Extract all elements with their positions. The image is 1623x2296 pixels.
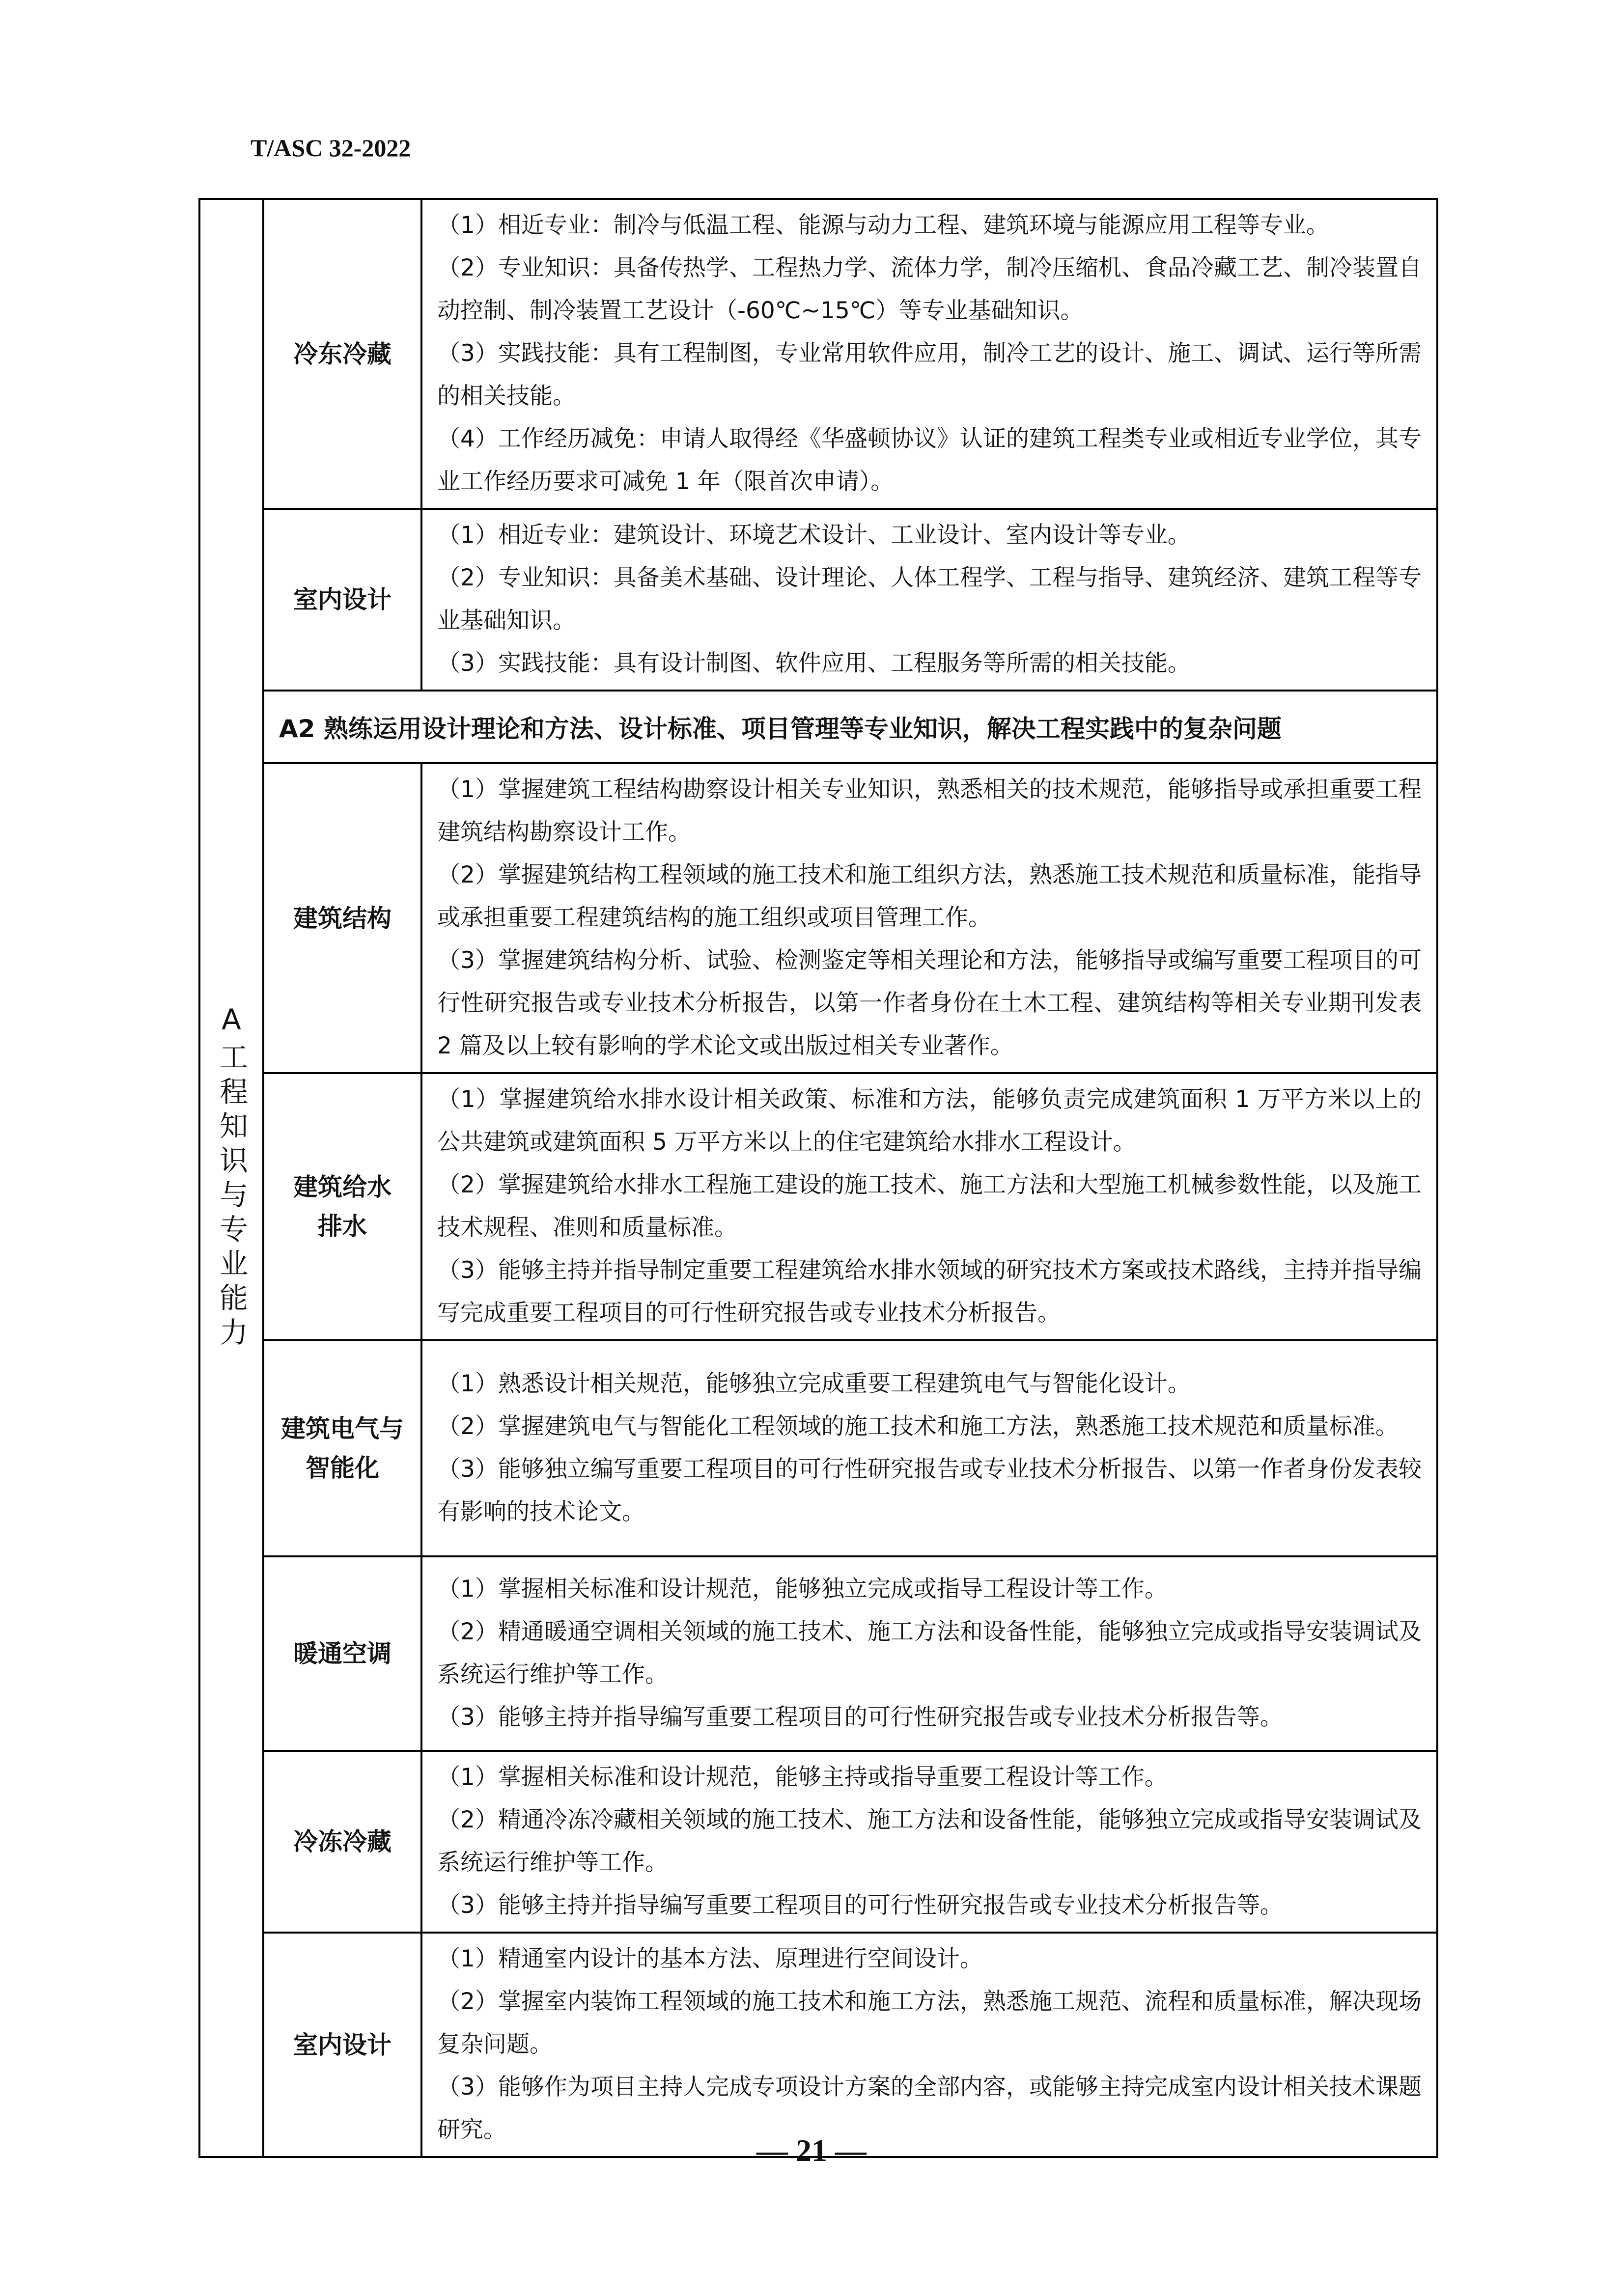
specialty-name-cell xyxy=(263,1751,421,1933)
requirement-item: （2）精通暖通空调相关领域的施工技术、施工方法和设备性能，能够独立完成或指导安装调试及系统运行维护等工作。 xyxy=(437,1618,1422,1688)
specialty-name-cell xyxy=(263,1073,421,1340)
specialty-name-cell xyxy=(263,199,421,509)
table-row xyxy=(199,1340,1437,1556)
table-row xyxy=(199,1751,1437,1933)
requirement-item: （1）相近专业：建筑设计、环境艺术设计、工业设计、室内设计等专业。 xyxy=(437,522,1191,549)
section-heading: A2 熟练运用设计理论和方法、设计标准、项目管理等专业知识，解决工程实践中的复杂问题 xyxy=(263,691,1437,763)
requirement-cell xyxy=(421,509,1437,691)
requirement-item: （3）能够主持并指导编写重要工程项目的可行性研究报告或专业技术分析报告等。 xyxy=(437,1892,1283,1919)
table-row xyxy=(199,1073,1437,1340)
specialty-name: 建筑给水 xyxy=(293,1173,392,1201)
requirement-item: （2）专业知识：具备美术基础、设计理论、人体工程学、工程与指导、建筑经济、建筑工程等专业基础知识。 xyxy=(437,564,1422,634)
requirement-item: （3）能够主持并指导编写重要工程项目的可行性研究报告或专业技术分析报告等。 xyxy=(437,1704,1283,1731)
requirement-item: （3）掌握建筑结构分析、试验、检测鉴定等相关理论和方法，能够指导或编写重要工程项目的可行性研究报告或专业技术分析报告，以第一作者身份在土木工程、建筑结构等相关专业期刊发表 2 篇及以上较有影响的学术论文或出版过相关专业著作。 xyxy=(437,947,1422,1059)
specialty-name: 建筑结构 xyxy=(293,904,392,933)
specialty-name: 室内设计 xyxy=(293,2030,392,2059)
specialty-name: 冷东冷藏 xyxy=(293,339,392,368)
specialty-name-line2: 智能化 xyxy=(306,1454,379,1482)
table-row xyxy=(199,1933,1437,2157)
requirement-cell xyxy=(421,1933,1437,2157)
requirement-item: （2）掌握建筑结构工程领域的施工技术和施工组织方法，熟悉施工技术规范和质量标准，能指导或承担重要工程建筑结构的施工组织或项目管理工作。 xyxy=(437,861,1422,931)
requirement-cell xyxy=(421,763,1437,1073)
requirement-item: （1）掌握相关标准和设计规范，能够主持或指导重要工程设计等工作。 xyxy=(437,1764,1168,1791)
requirement-item: （3）实践技能：具有工程制图，专业常用软件应用，制冷工艺的设计、施工、调试、运行等所需的相关技能。 xyxy=(437,340,1422,410)
requirement-item: （1）精通室内设计的基本方法、原理进行空间设计。 xyxy=(437,1945,983,1972)
requirement-item: （2）掌握室内装饰工程领域的施工技术和施工方法，熟悉施工规范、流程和质量标准，解决现场复杂问题。 xyxy=(437,1988,1422,2058)
table-row xyxy=(199,1556,1437,1751)
specialty-name: 室内设计 xyxy=(293,585,392,614)
specialty-name-cell xyxy=(263,763,421,1073)
requirement-cell xyxy=(421,1751,1437,1933)
requirement-item: （2）掌握建筑给水排水工程施工建设的施工技术、施工方法和大型施工机械参数性能，以及施工技术规程、准则和质量标准。 xyxy=(437,1171,1422,1241)
requirement-item: （3）能够独立编写重要工程项目的可行性研究报告或专业技术分析报告、以第一作者身份发表较有影响的技术论文。 xyxy=(437,1456,1422,1525)
page-number: — 21 — xyxy=(756,2133,867,2168)
specialty-name-cell xyxy=(263,1556,421,1751)
requirement-item: （1）掌握建筑工程结构勘察设计相关专业知识，熟悉相关的技术规范，能够指导或承担重要工程建筑结构勘察设计工作。 xyxy=(437,776,1422,846)
requirement-item: （2）专业知识：具备传热学、工程热力学、流体力学，制冷压缩机、食品冷藏工艺、制冷装置自动控制、制冷装置工艺设计（-60℃~15℃）等专业基础知识。 xyxy=(437,254,1422,324)
document-code: T/ASC 32-2022 xyxy=(251,134,411,162)
requirement-item: （2）精通冷冻冷藏相关领域的施工技术、施工方法和设备性能，能够独立完成或指导安装调试及系统运行维护等工作。 xyxy=(437,1806,1422,1876)
requirement-item: （1）相近专业：制冷与低温工程、能源与动力工程、建筑环境与能源应用工程等专业。 xyxy=(437,212,1329,239)
category-cell xyxy=(199,199,263,2157)
requirement-item: （3）实践技能：具有设计制图、软件应用、工程服务等所需的相关技能。 xyxy=(437,650,1191,677)
requirement-item: （1）掌握相关标准和设计规范，能够独立完成或指导工程设计等工作。 xyxy=(437,1576,1168,1603)
specialty-name: 冷冻冷藏 xyxy=(293,1827,392,1856)
specialty-name: 建筑电气与 xyxy=(281,1414,404,1443)
requirement-cell xyxy=(421,1073,1437,1340)
requirements-table xyxy=(198,198,1438,2158)
requirement-item: （3）能够作为项目主持人完成专项设计方案的全部内容，或能够主持完成室内设计相关技术课题研究。 xyxy=(437,2074,1422,2143)
requirement-cell xyxy=(421,199,1437,509)
table-row xyxy=(199,763,1437,1073)
requirement-item: （2）掌握建筑电气与智能化工程领域的施工技术和施工方法，熟悉施工技术规范和质量标准。 xyxy=(437,1413,1399,1440)
specialty-name: 暖通空调 xyxy=(293,1639,392,1668)
requirement-item: （1）熟悉设计相关规范，能够独立完成重要工程建筑电气与智能化设计。 xyxy=(437,1370,1191,1397)
specialty-name-cell xyxy=(263,509,421,691)
specialty-name-line2: 排水 xyxy=(318,1212,367,1241)
requirement-item: （4）工作经历减免：申请人取得经《华盛顿协议》认证的建筑工程类专业或相近专业学位，其专业工作经历要求可减免 1 年（限首次申请）。 xyxy=(437,425,1422,495)
specialty-name-cell xyxy=(263,1933,421,2157)
requirement-cell xyxy=(421,1556,1437,1751)
table-row xyxy=(199,509,1437,691)
requirement-cell xyxy=(421,1340,1437,1556)
specialty-name-cell xyxy=(263,1340,421,1556)
requirement-item: （1）掌握建筑给水排水设计相关政策、标准和方法，能够负责完成建筑面积 1 万平方米以上的公共建筑或建筑面积 5 万平方米以上的住宅建筑给水排水工程设计。 xyxy=(437,1086,1422,1156)
category-label: A工程知识与专业能力 xyxy=(215,1002,248,1352)
requirement-item: （3）能够主持并指导制定重要工程建筑给水排水领域的研究技术方案或技术路线，主持并指导编写完成重要工程项目的可行性研究报告或专业技术分析报告。 xyxy=(437,1257,1422,1327)
table-row xyxy=(199,199,1437,509)
section-row xyxy=(199,691,1437,763)
